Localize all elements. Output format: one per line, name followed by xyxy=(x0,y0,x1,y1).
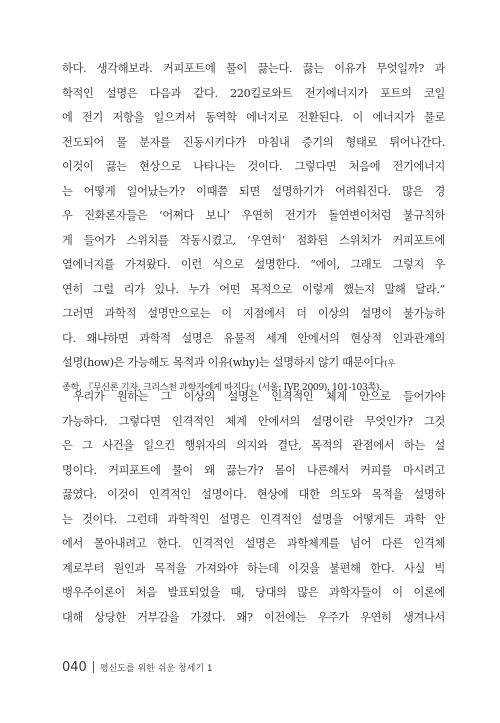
text-line: 는 어떻게 일어났는가? 이때쯤 되면 설명하기가 어려워진다. 많은 경 xyxy=(62,184,445,198)
text-line: 끓였다. 이것이 인격적인 설명이다. 현상에 대한 의도와 목적을 설명하 xyxy=(62,488,445,501)
text-line: 대해 상당한 거부감을 가졌다. 왜? 이전에는 우주가 우연히 생겨나서 xyxy=(62,610,445,624)
text-line: 우리가 원하는 그 이상의 설명은 인격적인 체계 안으로 들어가야 xyxy=(73,390,445,403)
text-line: 에서 몰아내려고 한다. 인격적인 설명은 과학체계를 넘어 다른 인격체 xyxy=(62,537,445,550)
text-line: 열에너지를 가져왔다. 이런 식으로 설명한다. “에이, 그래도 그렇지 우 xyxy=(62,258,445,271)
running-book-title: 평신도를 위한 쉬운 창세기 1 xyxy=(99,663,213,674)
body-paragraph-2 xyxy=(62,385,445,630)
footer-divider xyxy=(93,661,94,673)
text-line: 게 들어가 스위치를 작동시켰고, ‘우연히’ 점화된 스위치가 커피포트에 xyxy=(62,233,445,247)
text-line-content: 설명(how)은 가능해도 목적과 이유(why)는 설명하지 않기 때문이다 xyxy=(62,356,385,369)
text-line: 이것이 끓는 현상으로 나타나는 것이다. 그렇다면 처음에 전기에너지 xyxy=(62,160,445,173)
text-line: 에 전기 저항을 일으켜서 동역학 에너지로 전환된다. 이 에너지가 물로 xyxy=(62,111,445,124)
citation-line: 종학, 『무신론 기자, 크리스천 과학자에게 따지다』(서울: IVP, 2009), 101-103쪽). xyxy=(62,381,382,393)
text-line: 계로부터 원인과 목적을 가져와야 하는데 이것을 불편해 한다. 사실 빅 xyxy=(62,561,445,575)
body-paragraph-1 xyxy=(62,57,445,400)
text-line: 하다. 생각해보라. 커피포트에 물이 끓는다. 끓는 이유가 무엇일까? 과 xyxy=(62,62,445,75)
page-number: 040 xyxy=(62,659,87,675)
text-line: 는 것이다. 그런데 과학적인 설명은 인격적인 설명을 어떻게든 과학 안 xyxy=(62,512,445,526)
text-line: 우 진화론자들은 ‘어쩌다 보니’ 우연히 전기가 돌연변이처럼 불규칙하 xyxy=(62,209,445,222)
text-line: 명이다. 커피포트에 물이 왜 끓는가? 몸이 나른해서 커피를 마시려고 xyxy=(62,463,445,477)
text-line: 뱅우주이론이 처음 발표되었을 때, 당대의 많은 과학자들이 이 이론에 xyxy=(62,586,445,599)
page-footer xyxy=(62,657,213,677)
citation-open: (우 xyxy=(384,358,396,368)
text-line: 가능하다. 그렇다면 인격적인 체계 안에서의 설명이란 무엇인가? 그것 xyxy=(62,414,445,428)
text-line: 학적인 설명은 다음과 같다. 220킬로와트 전기에너지가 포트의 코일 xyxy=(62,86,445,100)
text-line: 연히 그럴 리가 있나. 누가 어떤 목적으로 이렇게 했는지 말해 달라.” xyxy=(62,282,445,296)
text-line: 은 그 사건을 일으킨 행위자의 의지와 결단, 목적의 관점에서 하는 설 xyxy=(62,439,445,452)
text-line: 전도되어 물 분자를 진동시키다가 마침내 증기의 형태로 튀어나간다. xyxy=(62,135,445,149)
text-line xyxy=(62,351,445,376)
text-line: 다. 왜냐하면 과학적 설명은 유물적 세계 안에서의 현상적 인과관계의 xyxy=(62,331,445,345)
text-line: 그러면 과학적 설명만으로는 이 지점에서 더 이상의 설명이 불가능하 xyxy=(62,307,445,320)
